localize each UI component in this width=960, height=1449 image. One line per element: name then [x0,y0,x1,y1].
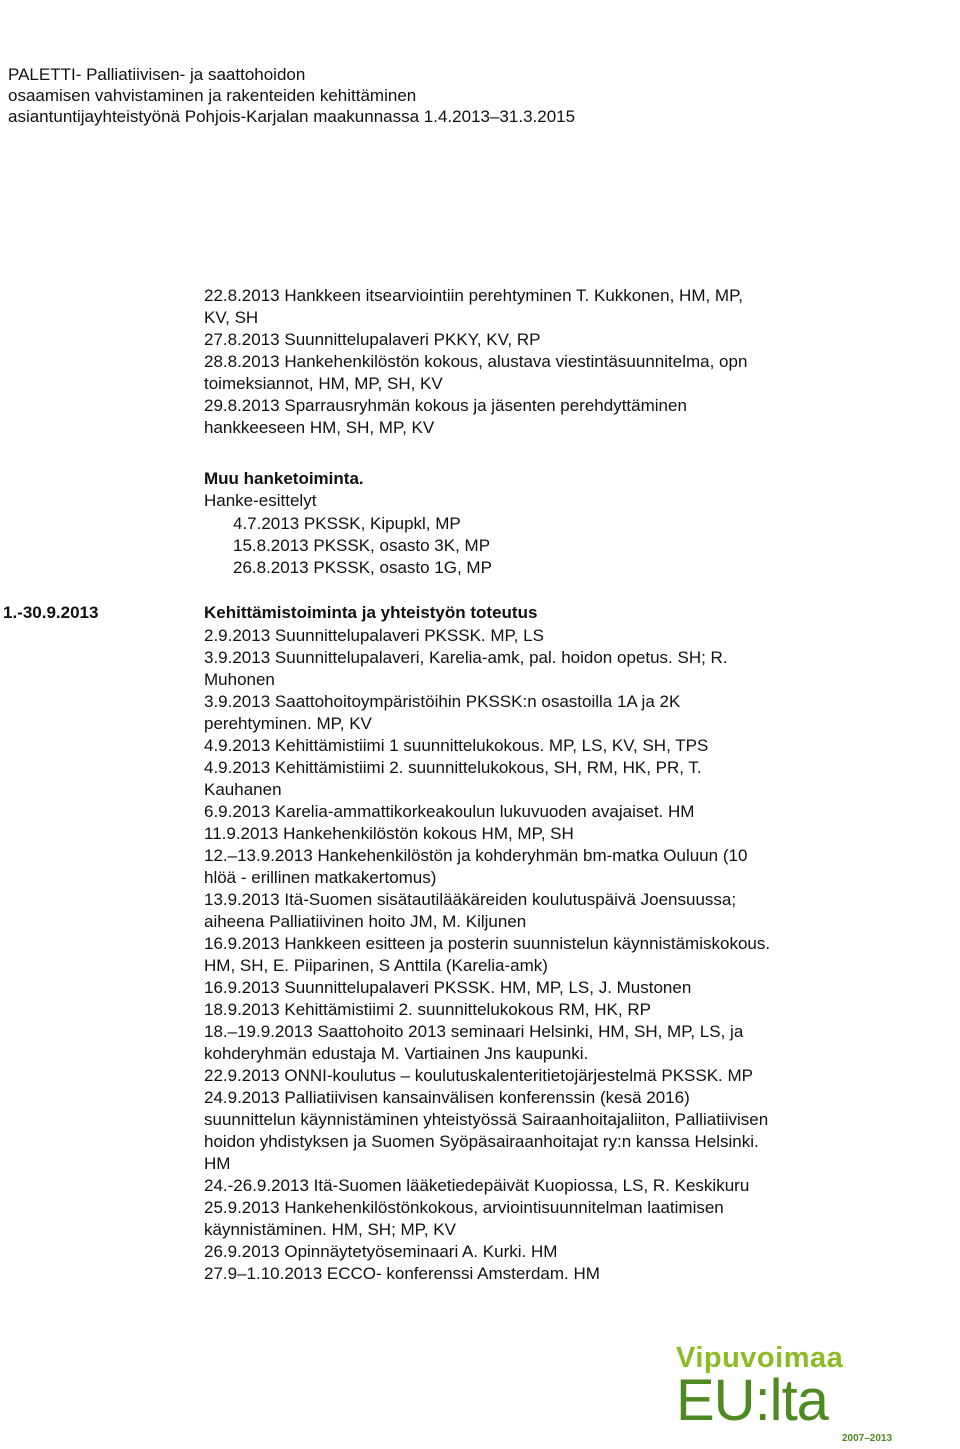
list-item: 18.–19.9.2013 Saattohoito 2013 seminaari Helsinki, HM, SH, MP, LS, ja kohderyhmän edustaja M. Vartiainen Jns kaupunki. [204,1022,744,1063]
list-item: 6.9.2013 Karelia-ammattikorkeakoulun lukuvuoden avajaiset. HM [204,802,695,821]
document-header [8,64,575,127]
list-item: 12.–13.9.2013 Hankehenkilöstön ja kohderyhmän bm-matka Ouluun (10 hlöä - erillinen matkakertomus) [204,846,748,887]
list-item: 27.9–1.10.2013 ECCO- konferenssi Amsterdam. HM [204,1264,600,1283]
section-heading: Kehittämistoiminta ja yhteistyön toteutus [204,603,538,622]
vipuvoimaa-eu-logo [672,1342,892,1446]
list-item: 25.9.2013 Hankehenkilöstönkokous, arviointisuunnitelman laatimisen käynnistäminen. HM, SH; MP, KV [204,1198,724,1239]
list-item: 22.9.2013 ONNI-koulutus – koulutuskalenteritietojärjestelmä PKSSK. MP [204,1066,753,1085]
list-item: 13.9.2013 Itä-Suomen sisätautilääkäreiden koulutuspäivä Joensuussa; aiheena Palliatiivinen hoito JM, M. Kiljunen [204,890,737,931]
prior-entries-list [204,285,904,439]
logo-text-main: EU:lta [676,1368,828,1433]
list-item: 22.8.2013 Hankkeen itsearviointiin perehtyminen T. Kukkonen, HM, MP, KV, SH [204,286,743,327]
subheading-hanke-esittelyt: Hanke-esittelyt [204,491,317,510]
section-heading-muu: Muu hanketoiminta. [204,469,364,488]
list-item: 4.7.2013 PKSSK, Kipupkl, MP [233,514,461,533]
list-item: 26.8.2013 PKSSK, osasto 1G, MP [233,558,492,577]
list-item: 3.9.2013 Suunnittelupalaveri, Karelia-amk, pal. hoidon opetus. SH; R. Muhonen [204,648,728,689]
list-item: 18.9.2013 Kehittämistiimi 2. suunnittelukokous RM, HK, RP [204,1000,651,1019]
list-item: 4.9.2013 Kehittämistiimi 2. suunnittelukokous, SH, RM, HK, PR, T. Kauhanen [204,758,702,799]
list-item: 4.9.2013 Kehittämistiimi 1 suunnittelukokous. MP, LS, KV, SH, TPS [204,736,709,755]
header-line: asiantuntijayhteistyönä Pohjois-Karjalan maakunnassa 1.4.2013–31.3.2015 [8,107,576,126]
list-item: 28.8.2013 Hankehenkilöstön kokous, alustava viestintäsuunnitelma, opn toimeksiannot, HM, MP, SH, KV [204,352,748,393]
list-item: 2.9.2013 Suunnittelupalaveri PKSSK. MP, LS [204,626,544,645]
hanke-esittelyt-list [233,513,492,579]
list-item: 11.9.2013 Hankehenkilöstön kokous HM, MP, SH [204,824,574,843]
list-item: 3.9.2013 Saattohoitoympäristöihin PKSSK:n osastoilla 1A ja 2K perehtyminen. MP, KV [204,692,681,733]
logo-text-top: Vipuvoimaa [676,1342,844,1374]
logo-years: 2007–2013 [842,1433,893,1444]
period-label: 1.-30.9.2013 [3,603,99,622]
list-item: 24.9.2013 Palliatiivisen kansainvälisen konferenssin (kesä 2016) suunnittelun käynnistäminen yhteistyössä Sairaanhoitajaliiton, Palliatiivisen hoidon yhdistyksen ja Suomen Syöpäsairaanhoitajat ry:n kanssa Helsinki. HM [204,1088,769,1173]
list-item: 29.8.2013 Sparrausryhmän kokous ja jäsenten perehdyttäminen hankkeeseen HM, SH, MP, KV [204,396,687,437]
list-item: 26.9.2013 Opinnäytetyöseminaari A. Kurki. HM [204,1242,558,1261]
list-item: 15.8.2013 PKSSK, osasto 3K, MP [233,536,491,555]
header-line: osaamisen vahvistaminen ja rakenteiden kehittäminen [8,86,417,105]
list-item: 16.9.2013 Hankkeen esitteen ja posterin suunnistelun käynnistämiskokous. HM, SH, E. Piiparinen, S Anttila (Karelia-amk) [204,934,771,975]
september-entries-list [204,625,904,1285]
list-item: 24.-26.9.2013 Itä-Suomen lääketiedepäivät Kuopiossa, LS, R. Keskikuru [204,1176,750,1195]
list-item: 16.9.2013 Suunnittelupalaveri PKSSK. HM, MP, LS, J. Mustonen [204,978,692,997]
header-line: PALETTI- Palliatiivisen- ja saattohoidon [8,65,306,84]
list-item: 27.8.2013 Suunnittelupalaveri PKKY, KV, RP [204,330,541,349]
